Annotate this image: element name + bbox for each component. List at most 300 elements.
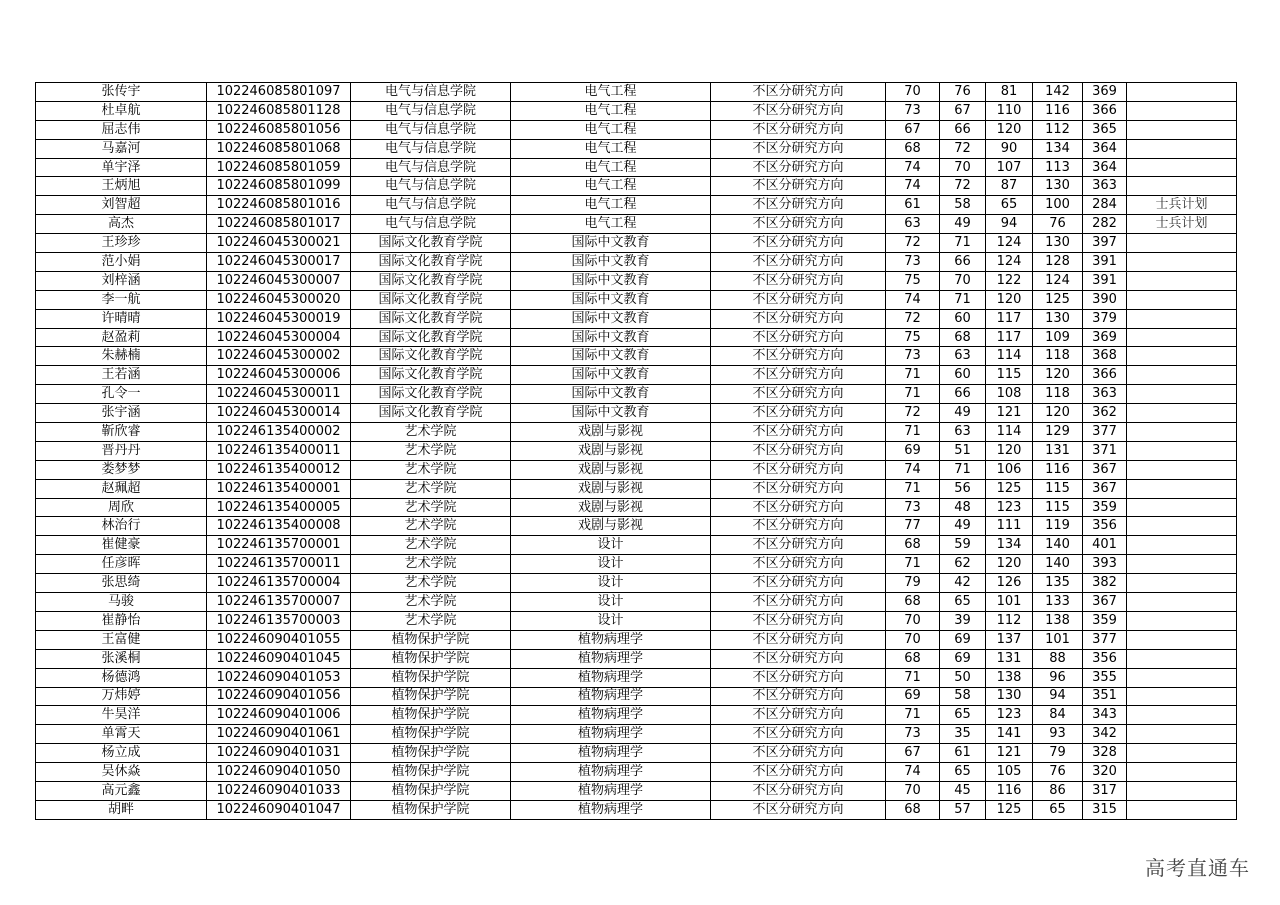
cell-score-2: 68 — [940, 328, 986, 347]
cell-score-2: 45 — [940, 781, 986, 800]
cell-name: 王若涵 — [36, 366, 207, 385]
cell-note — [1127, 158, 1237, 177]
cell-direction: 不区分研究方向 — [711, 347, 886, 366]
cell-direction: 不区分研究方向 — [711, 309, 886, 328]
cell-direction: 不区分研究方向 — [711, 800, 886, 819]
cell-score-2: 71 — [940, 290, 986, 309]
cell-score-3: 131 — [986, 649, 1033, 668]
cell-total: 363 — [1083, 177, 1127, 196]
cell-direction: 不区分研究方向 — [711, 555, 886, 574]
cell-exam-id: 102246135400005 — [207, 498, 351, 517]
cell-total: 366 — [1083, 101, 1127, 120]
cell-exam-id: 102246090401050 — [207, 763, 351, 782]
cell-name: 王炳旭 — [36, 177, 207, 196]
cell-note — [1127, 139, 1237, 158]
table-row — [36, 215, 1237, 234]
cell-score-3: 121 — [986, 744, 1033, 763]
cell-score-2: 61 — [940, 744, 986, 763]
cell-score-1: 70 — [886, 630, 940, 649]
cell-major: 设计 — [511, 555, 711, 574]
cell-total: 377 — [1083, 630, 1127, 649]
cell-note — [1127, 460, 1237, 479]
cell-direction: 不区分研究方向 — [711, 196, 886, 215]
cell-score-4: 131 — [1033, 441, 1083, 460]
cell-score-3: 94 — [986, 215, 1033, 234]
cell-major: 植物病理学 — [511, 706, 711, 725]
table-row — [36, 309, 1237, 328]
cell-score-3: 124 — [986, 234, 1033, 253]
cell-college: 国际文化教育学院 — [351, 328, 511, 347]
cell-college: 电气与信息学院 — [351, 101, 511, 120]
cell-college: 艺术学院 — [351, 441, 511, 460]
cell-college: 国际文化教育学院 — [351, 385, 511, 404]
cell-direction: 不区分研究方向 — [711, 83, 886, 102]
cell-major: 戏剧与影视 — [511, 517, 711, 536]
cell-college: 电气与信息学院 — [351, 139, 511, 158]
cell-score-4: 101 — [1033, 630, 1083, 649]
cell-direction: 不区分研究方向 — [711, 120, 886, 139]
cell-score-2: 51 — [940, 441, 986, 460]
cell-total: 317 — [1083, 781, 1127, 800]
cell-score-1: 73 — [886, 498, 940, 517]
cell-total: 391 — [1083, 271, 1127, 290]
cell-exam-id: 102246045300020 — [207, 290, 351, 309]
cell-score-2: 76 — [940, 83, 986, 102]
table-row — [36, 328, 1237, 347]
cell-major: 国际中文教育 — [511, 328, 711, 347]
cell-score-3: 107 — [986, 158, 1033, 177]
cell-note — [1127, 630, 1237, 649]
cell-score-2: 70 — [940, 158, 986, 177]
cell-name: 单宇泽 — [36, 158, 207, 177]
cell-major: 植物病理学 — [511, 668, 711, 687]
cell-score-2: 69 — [940, 649, 986, 668]
cell-score-1: 73 — [886, 725, 940, 744]
cell-college: 植物保护学院 — [351, 800, 511, 819]
cell-name: 崔健豪 — [36, 536, 207, 555]
cell-score-3: 141 — [986, 725, 1033, 744]
cell-major: 电气工程 — [511, 83, 711, 102]
cell-score-4: 96 — [1033, 668, 1083, 687]
cell-exam-id: 102246045300014 — [207, 404, 351, 423]
cell-name: 杜卓航 — [36, 101, 207, 120]
cell-name: 马嘉河 — [36, 139, 207, 158]
cell-college: 国际文化教育学院 — [351, 404, 511, 423]
cell-note — [1127, 763, 1237, 782]
cell-note — [1127, 441, 1237, 460]
cell-total: 343 — [1083, 706, 1127, 725]
cell-direction: 不区分研究方向 — [711, 139, 886, 158]
cell-total: 401 — [1083, 536, 1127, 555]
cell-score-4: 129 — [1033, 423, 1083, 442]
cell-major: 植物病理学 — [511, 781, 711, 800]
cell-note — [1127, 687, 1237, 706]
cell-score-4: 140 — [1033, 555, 1083, 574]
table-row — [36, 781, 1237, 800]
cell-score-1: 70 — [886, 781, 940, 800]
cell-college: 国际文化教育学院 — [351, 290, 511, 309]
cell-direction: 不区分研究方向 — [711, 271, 886, 290]
cell-major: 国际中文教育 — [511, 347, 711, 366]
cell-note: 士兵计划 — [1127, 215, 1237, 234]
cell-score-3: 105 — [986, 763, 1033, 782]
cell-total: 328 — [1083, 744, 1127, 763]
cell-college: 植物保护学院 — [351, 744, 511, 763]
cell-note — [1127, 423, 1237, 442]
cell-score-2: 58 — [940, 196, 986, 215]
cell-direction: 不区分研究方向 — [711, 498, 886, 517]
cell-exam-id: 102246045300006 — [207, 366, 351, 385]
cell-name: 靳欣睿 — [36, 423, 207, 442]
cell-major: 植物病理学 — [511, 744, 711, 763]
cell-total: 351 — [1083, 687, 1127, 706]
cell-score-3: 134 — [986, 536, 1033, 555]
cell-score-4: 124 — [1033, 271, 1083, 290]
cell-exam-id: 102246090401031 — [207, 744, 351, 763]
cell-score-1: 68 — [886, 800, 940, 819]
cell-college: 国际文化教育学院 — [351, 366, 511, 385]
cell-score-3: 126 — [986, 574, 1033, 593]
cell-score-4: 134 — [1033, 139, 1083, 158]
cell-score-1: 71 — [886, 668, 940, 687]
table-row — [36, 441, 1237, 460]
cell-major: 国际中文教育 — [511, 366, 711, 385]
cell-note — [1127, 253, 1237, 272]
cell-major: 国际中文教育 — [511, 253, 711, 272]
cell-major: 植物病理学 — [511, 800, 711, 819]
cell-college: 艺术学院 — [351, 555, 511, 574]
score-table — [35, 82, 1237, 820]
cell-score-3: 125 — [986, 479, 1033, 498]
cell-note — [1127, 498, 1237, 517]
table-row — [36, 479, 1237, 498]
cell-total: 393 — [1083, 555, 1127, 574]
cell-major: 植物病理学 — [511, 725, 711, 744]
cell-score-4: 88 — [1033, 649, 1083, 668]
cell-college: 植物保护学院 — [351, 687, 511, 706]
cell-name: 屈志伟 — [36, 120, 207, 139]
cell-score-3: 111 — [986, 517, 1033, 536]
cell-name: 刘梓涵 — [36, 271, 207, 290]
cell-note — [1127, 271, 1237, 290]
table-row — [36, 706, 1237, 725]
table-row — [36, 593, 1237, 612]
cell-score-1: 68 — [886, 139, 940, 158]
cell-score-4: 76 — [1033, 215, 1083, 234]
cell-college: 电气与信息学院 — [351, 158, 511, 177]
cell-total: 367 — [1083, 593, 1127, 612]
cell-exam-id: 102246045300019 — [207, 309, 351, 328]
cell-exam-id: 102246135400012 — [207, 460, 351, 479]
cell-direction: 不区分研究方向 — [711, 611, 886, 630]
cell-name: 单霄天 — [36, 725, 207, 744]
cell-note — [1127, 120, 1237, 139]
cell-major: 戏剧与影视 — [511, 423, 711, 442]
cell-score-4: 130 — [1033, 234, 1083, 253]
cell-total: 377 — [1083, 423, 1127, 442]
cell-name: 马骏 — [36, 593, 207, 612]
cell-score-4: 130 — [1033, 177, 1083, 196]
table-row — [36, 574, 1237, 593]
cell-college: 植物保护学院 — [351, 781, 511, 800]
cell-major: 电气工程 — [511, 139, 711, 158]
cell-name: 刘智超 — [36, 196, 207, 215]
cell-score-1: 74 — [886, 158, 940, 177]
cell-score-4: 115 — [1033, 479, 1083, 498]
cell-score-4: 113 — [1033, 158, 1083, 177]
cell-college: 电气与信息学院 — [351, 120, 511, 139]
cell-note — [1127, 574, 1237, 593]
cell-direction: 不区分研究方向 — [711, 177, 886, 196]
cell-score-2: 42 — [940, 574, 986, 593]
cell-score-1: 72 — [886, 234, 940, 253]
cell-exam-id: 102246090401045 — [207, 649, 351, 668]
cell-name: 林治行 — [36, 517, 207, 536]
cell-name: 高元鑫 — [36, 781, 207, 800]
cell-major: 设计 — [511, 611, 711, 630]
cell-total: 364 — [1083, 158, 1127, 177]
cell-total: 363 — [1083, 385, 1127, 404]
cell-major: 戏剧与影视 — [511, 479, 711, 498]
cell-score-3: 87 — [986, 177, 1033, 196]
cell-score-4: 94 — [1033, 687, 1083, 706]
cell-direction: 不区分研究方向 — [711, 517, 886, 536]
cell-score-1: 74 — [886, 460, 940, 479]
cell-score-1: 74 — [886, 177, 940, 196]
cell-note — [1127, 309, 1237, 328]
cell-score-3: 116 — [986, 781, 1033, 800]
cell-score-4: 84 — [1033, 706, 1083, 725]
cell-direction: 不区分研究方向 — [711, 574, 886, 593]
cell-score-2: 65 — [940, 763, 986, 782]
cell-score-4: 65 — [1033, 800, 1083, 819]
cell-college: 国际文化教育学院 — [351, 234, 511, 253]
cell-exam-id: 102246045300002 — [207, 347, 351, 366]
cell-total: 359 — [1083, 498, 1127, 517]
cell-score-3: 124 — [986, 253, 1033, 272]
cell-major: 电气工程 — [511, 215, 711, 234]
cell-major: 国际中文教育 — [511, 309, 711, 328]
cell-name: 晋丹丹 — [36, 441, 207, 460]
cell-score-3: 120 — [986, 441, 1033, 460]
table-row — [36, 196, 1237, 215]
cell-total: 342 — [1083, 725, 1127, 744]
table-body — [36, 83, 1237, 820]
cell-score-1: 61 — [886, 196, 940, 215]
cell-name: 范小娟 — [36, 253, 207, 272]
cell-total: 379 — [1083, 309, 1127, 328]
cell-note — [1127, 404, 1237, 423]
table-row — [36, 630, 1237, 649]
cell-exam-id: 102246090401056 — [207, 687, 351, 706]
cell-score-4: 138 — [1033, 611, 1083, 630]
cell-score-4: 130 — [1033, 309, 1083, 328]
cell-note — [1127, 611, 1237, 630]
cell-exam-id: 102246090401047 — [207, 800, 351, 819]
cell-exam-id: 102246135400001 — [207, 479, 351, 498]
cell-score-4: 118 — [1033, 385, 1083, 404]
table-row — [36, 177, 1237, 196]
cell-exam-id: 102246045300007 — [207, 271, 351, 290]
cell-score-1: 77 — [886, 517, 940, 536]
cell-score-2: 39 — [940, 611, 986, 630]
cell-college: 艺术学院 — [351, 536, 511, 555]
cell-score-2: 62 — [940, 555, 986, 574]
cell-note — [1127, 385, 1237, 404]
cell-major: 电气工程 — [511, 196, 711, 215]
cell-total: 369 — [1083, 83, 1127, 102]
cell-score-2: 59 — [940, 536, 986, 555]
cell-exam-id: 102246085801099 — [207, 177, 351, 196]
cell-note — [1127, 781, 1237, 800]
cell-college: 电气与信息学院 — [351, 177, 511, 196]
cell-total: 369 — [1083, 328, 1127, 347]
cell-direction: 不区分研究方向 — [711, 290, 886, 309]
cell-note — [1127, 555, 1237, 574]
table-row — [36, 744, 1237, 763]
cell-exam-id: 102246090401033 — [207, 781, 351, 800]
cell-college: 艺术学院 — [351, 574, 511, 593]
cell-note — [1127, 83, 1237, 102]
cell-major: 国际中文教育 — [511, 271, 711, 290]
cell-exam-id: 102246135400011 — [207, 441, 351, 460]
cell-score-2: 58 — [940, 687, 986, 706]
cell-total: 366 — [1083, 366, 1127, 385]
cell-note — [1127, 177, 1237, 196]
cell-score-2: 72 — [940, 177, 986, 196]
cell-note — [1127, 234, 1237, 253]
cell-college: 艺术学院 — [351, 517, 511, 536]
cell-total: 397 — [1083, 234, 1127, 253]
cell-exam-id: 102246090401061 — [207, 725, 351, 744]
cell-score-4: 140 — [1033, 536, 1083, 555]
watermark-text: 高考直通车 — [1145, 856, 1250, 880]
table-row — [36, 460, 1237, 479]
cell-name: 李一航 — [36, 290, 207, 309]
cell-score-3: 114 — [986, 423, 1033, 442]
cell-major: 设计 — [511, 536, 711, 555]
cell-note — [1127, 347, 1237, 366]
cell-score-2: 67 — [940, 101, 986, 120]
cell-score-2: 72 — [940, 139, 986, 158]
cell-college: 国际文化教育学院 — [351, 347, 511, 366]
cell-score-4: 118 — [1033, 347, 1083, 366]
cell-note — [1127, 744, 1237, 763]
cell-score-2: 60 — [940, 309, 986, 328]
cell-direction: 不区分研究方向 — [711, 328, 886, 347]
cell-note — [1127, 649, 1237, 668]
cell-exam-id: 102246045300017 — [207, 253, 351, 272]
cell-score-3: 110 — [986, 101, 1033, 120]
cell-score-4: 135 — [1033, 574, 1083, 593]
cell-direction: 不区分研究方向 — [711, 725, 886, 744]
cell-exam-id: 102246085801097 — [207, 83, 351, 102]
cell-score-2: 50 — [940, 668, 986, 687]
cell-direction: 不区分研究方向 — [711, 744, 886, 763]
cell-college: 国际文化教育学院 — [351, 271, 511, 290]
cell-direction: 不区分研究方向 — [711, 460, 886, 479]
cell-major: 戏剧与影视 — [511, 498, 711, 517]
table-row — [36, 800, 1237, 819]
cell-name: 娄梦梦 — [36, 460, 207, 479]
cell-score-1: 73 — [886, 347, 940, 366]
cell-score-2: 69 — [940, 630, 986, 649]
table-row — [36, 271, 1237, 290]
cell-score-3: 90 — [986, 139, 1033, 158]
cell-college: 国际文化教育学院 — [351, 253, 511, 272]
cell-score-3: 120 — [986, 555, 1033, 574]
cell-score-2: 70 — [940, 271, 986, 290]
cell-major: 植物病理学 — [511, 649, 711, 668]
cell-score-2: 65 — [940, 593, 986, 612]
cell-score-2: 48 — [940, 498, 986, 517]
cell-total: 368 — [1083, 347, 1127, 366]
cell-total: 320 — [1083, 763, 1127, 782]
table-row — [36, 385, 1237, 404]
cell-score-2: 65 — [940, 706, 986, 725]
cell-major: 电气工程 — [511, 158, 711, 177]
cell-score-4: 119 — [1033, 517, 1083, 536]
table-row — [36, 120, 1237, 139]
cell-direction: 不区分研究方向 — [711, 215, 886, 234]
cell-total: 365 — [1083, 120, 1127, 139]
cell-score-1: 74 — [886, 290, 940, 309]
cell-score-1: 69 — [886, 687, 940, 706]
table-row — [36, 498, 1237, 517]
table-row — [36, 649, 1237, 668]
cell-note — [1127, 328, 1237, 347]
cell-exam-id: 102246090401055 — [207, 630, 351, 649]
cell-score-4: 133 — [1033, 593, 1083, 612]
table-row — [36, 290, 1237, 309]
cell-score-4: 116 — [1033, 101, 1083, 120]
cell-score-4: 109 — [1033, 328, 1083, 347]
cell-score-3: 138 — [986, 668, 1033, 687]
cell-score-3: 120 — [986, 290, 1033, 309]
cell-score-3: 117 — [986, 309, 1033, 328]
cell-note — [1127, 706, 1237, 725]
cell-score-3: 101 — [986, 593, 1033, 612]
cell-score-3: 125 — [986, 800, 1033, 819]
cell-college: 电气与信息学院 — [351, 215, 511, 234]
cell-score-1: 68 — [886, 593, 940, 612]
cell-college: 艺术学院 — [351, 593, 511, 612]
table-row — [36, 687, 1237, 706]
cell-name: 牛昊洋 — [36, 706, 207, 725]
cell-direction: 不区分研究方向 — [711, 101, 886, 120]
cell-name: 吴休焱 — [36, 763, 207, 782]
table-row — [36, 234, 1237, 253]
cell-score-4: 93 — [1033, 725, 1083, 744]
cell-name: 朱赫楠 — [36, 347, 207, 366]
cell-note — [1127, 668, 1237, 687]
cell-college: 植物保护学院 — [351, 725, 511, 744]
cell-score-1: 67 — [886, 744, 940, 763]
cell-score-1: 71 — [886, 423, 940, 442]
cell-name: 赵盈莉 — [36, 328, 207, 347]
cell-college: 植物保护学院 — [351, 630, 511, 649]
cell-name: 赵珮超 — [36, 479, 207, 498]
cell-total: 367 — [1083, 479, 1127, 498]
cell-major: 国际中文教育 — [511, 290, 711, 309]
cell-direction: 不区分研究方向 — [711, 668, 886, 687]
cell-name: 许晴晴 — [36, 309, 207, 328]
cell-exam-id: 102246045300004 — [207, 328, 351, 347]
cell-total: 364 — [1083, 139, 1127, 158]
cell-score-3: 114 — [986, 347, 1033, 366]
cell-score-1: 68 — [886, 536, 940, 555]
cell-major: 国际中文教育 — [511, 404, 711, 423]
